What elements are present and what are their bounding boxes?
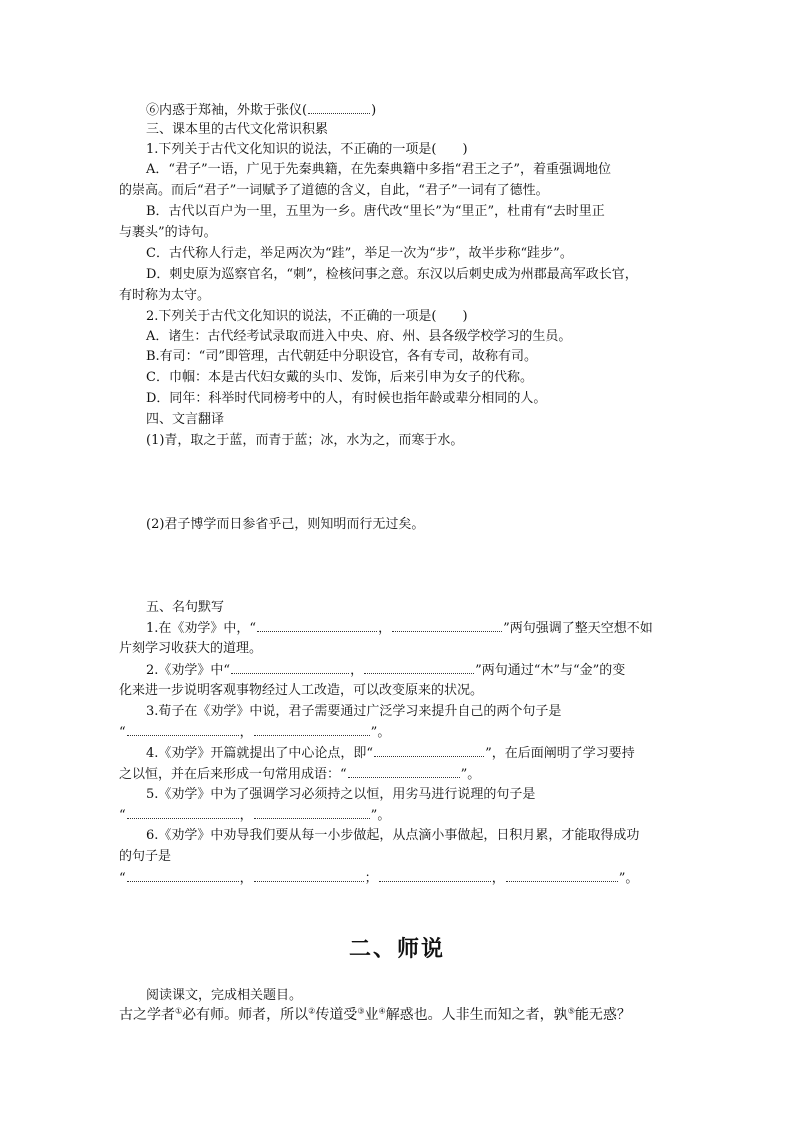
fill-question: 4.《劝学》开篇就提出了中心论点，即“ ”，在后面阐明了学习要持	[146, 746, 635, 761]
translation-item: (2)君子博学而日参省乎己，则知明而行无过矣。	[146, 517, 425, 532]
option-a: A．“君子”一语，广见于先秦典籍，在先秦典籍中多指“君王之子”，着重强调地位	[146, 162, 611, 177]
annotation-marker: ①	[175, 1006, 183, 1016]
fill-question-cont: 片刻学习收获大的道理。	[119, 641, 263, 656]
answer-blank[interactable]	[231, 661, 349, 674]
answer-blank[interactable]	[127, 806, 239, 819]
option-d: D．刺史原为巡察官名，“刺”，检核问事之意。东汉以后刺史成为州郡最高军政长官，	[146, 267, 638, 282]
question-stem: 2.下列关于古代文化知识的说法，不正确的一项是( )	[146, 309, 468, 324]
fill-question: 1.在《劝学》中，“ ， ”两句强调了整天空想不如	[146, 621, 653, 636]
answer-blank[interactable]	[254, 723, 370, 736]
question-stem: 1.下列关于古代文化知识的说法，不正确的一项是( )	[146, 142, 468, 157]
answer-blank[interactable]	[506, 869, 618, 882]
fill-question-cont: 之以恒，并在后来形成一句常用成语：“ ”。	[119, 767, 481, 782]
answer-blank[interactable]	[254, 806, 370, 819]
text-line	[146, 101, 376, 120]
answer-blank[interactable]	[348, 765, 460, 778]
fill-question: 6.《劝学》中劝导我们要从每一小步做起，从点滴小事做起，日积月累，才能取得成功	[146, 828, 640, 843]
option-d-cont: 有时称为太守。	[119, 288, 211, 303]
fill-question: 3.荀子在《劝学》中说，君子需要通过广泛学习来提升自己的两个句子是	[146, 704, 562, 719]
option-a-cont: 的崇高。而后“君子”一词赋予了道德的含义，自此，“君子”一词有了德性。	[119, 183, 549, 198]
fill-answer-line: “ ， ”。	[119, 808, 391, 823]
answer-blank[interactable]	[379, 869, 491, 882]
answer-blank[interactable]	[127, 869, 239, 882]
answer-blank[interactable]	[257, 619, 377, 632]
annotation-marker: ③	[357, 1006, 365, 1016]
line-text: )	[371, 103, 377, 118]
translation-item: (1)青，取之于蓝，而青于蓝；冰，水为之，而寒于水。	[146, 433, 464, 448]
section-heading: 五、名句默写	[146, 600, 225, 615]
fill-question: 5.《劝学》中为了强调学习必须持之以恒，用劣马进行说理的句子是	[146, 787, 536, 802]
annotation-marker: ④	[378, 1006, 386, 1016]
answer-blank[interactable]	[392, 619, 502, 632]
instruction-line: 阅读课文，完成相关题目。	[146, 988, 303, 1003]
section-title: 二、师说	[348, 937, 445, 962]
fill-answer-line: “ ， ”。	[119, 725, 391, 740]
option-b: B.有司：“司”即管理，古代朝廷中分职设官，各有专司，故称有司。	[146, 349, 537, 364]
option-c: C．古代称人行走，举足两次为“跬”，举足一次为“步”，故半步称“跬步”。	[146, 246, 573, 261]
answer-blank[interactable]	[374, 744, 484, 757]
option-d: D．同年：科举时代同榜考中的人，有时候也指年龄或辈分相同的人。	[146, 391, 547, 406]
annotation-marker: ②	[308, 1006, 316, 1016]
fill-question: 2.《劝学》中“ ， ”两句通过“木”与“金”的变	[146, 663, 626, 678]
answer-blank[interactable]	[254, 869, 364, 882]
fill-question-cont: 化来进一步说明客观事物经过人工改造，可以改变原来的状况。	[119, 683, 484, 698]
fill-answer-line: “ ， ； ， ”。	[119, 871, 639, 886]
option-a: A．诸生：古代经考试录取而进入中央、府、州、县各级学校学习的生员。	[146, 329, 572, 344]
section-heading: 四、文言翻译	[146, 412, 225, 427]
option-b: B．古代以百户为一里，五里为一乡。唐代改“里长”为“里正”，杜甫有“去时里正	[146, 204, 605, 219]
line-text: ⑥内惑于郑袖，外欺于张仪(	[146, 103, 308, 118]
passage-line: 古之学者①必有师。师者，所以②传道受③业④解惑也。人非生而知之者，孰⑤能无惑？	[119, 1006, 631, 1023]
answer-blank[interactable]	[364, 661, 474, 674]
annotation-marker: ⑤	[567, 1006, 575, 1016]
answer-blank[interactable]	[308, 101, 370, 114]
answer-blank[interactable]	[127, 723, 239, 736]
option-b-cont: 与裹头”的诗句。	[119, 225, 217, 240]
fill-question-cont: 的句子是	[119, 849, 172, 864]
section-heading: 三、课本里的古代文化常识积累	[146, 122, 329, 137]
option-c: C．巾帼：本是古代妇女戴的头巾、发饰，后来引申为女子的代称。	[146, 370, 533, 385]
